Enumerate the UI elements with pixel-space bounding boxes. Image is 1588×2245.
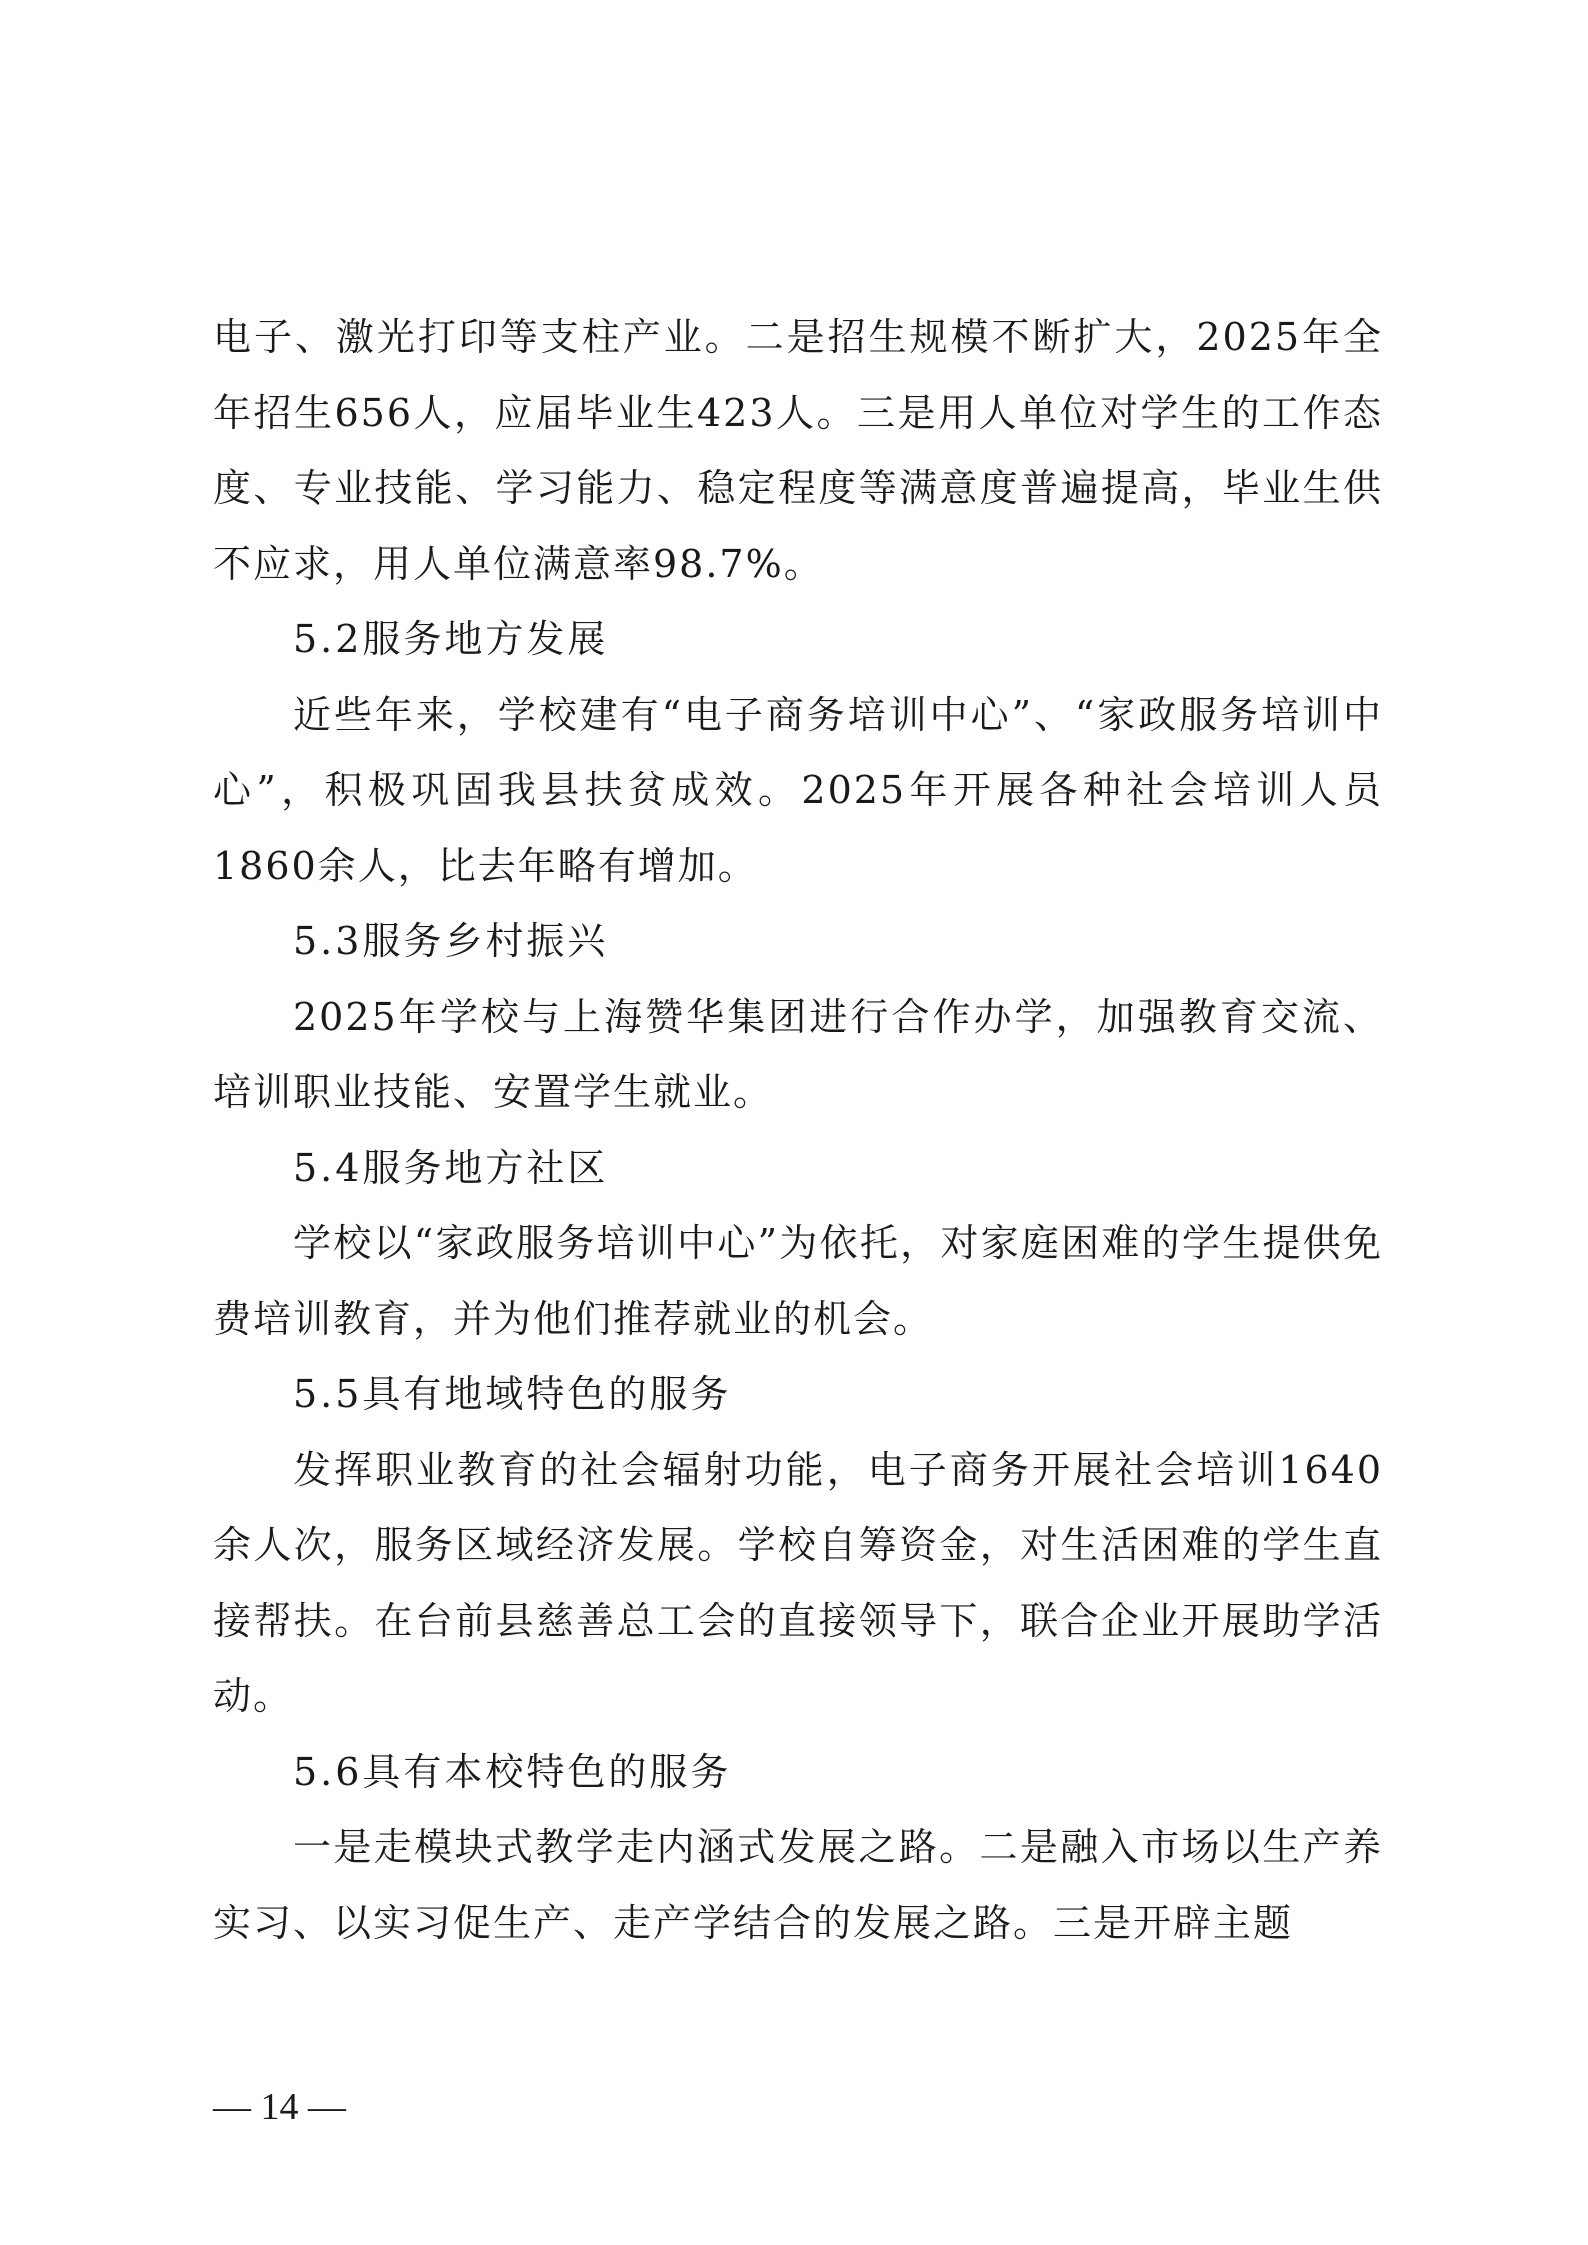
paragraph-continuation: 电子、激光打印等支柱产业。二是招生规模不断扩大，2025年全年招生656人，应届毕业生423人。三是用人单位对学生的工作态度、专业技能、学习能力、稳定程度等满意度普遍提高，毕业生供不应求，用人单位满意率98.7%。 [213, 315, 1383, 586]
section-heading-5-2: 5.2服务地方发展 [293, 617, 609, 661]
paragraph-5-4: 学校以“家政服务培训中心”为依托，对家庭困难的学生提供免费培训教育，并为他们推荐就业的机会。 [213, 1221, 1383, 1341]
document-body [213, 300, 1383, 1961]
paragraph-5-6: 一是走模块式教学走内涵式发展之路。二是融入市场以生产养实习、以实习促生产、走产学结合的发展之路。三是开辟主题 [213, 1825, 1383, 1945]
paragraph-5-3: 2025年学校与上海赞华集团进行合作办学，加强教育交流、培训职业技能、安置学生就业。 [213, 994, 1383, 1114]
paragraph-5-2: 近些年来，学校建有“电子商务培训中心”、“家政服务培训中心”，积极巩固我县扶贫成效。2025年开展各种社会培训人员1860余人，比去年略有增加。 [213, 692, 1383, 888]
section-heading-5-3: 5.3服务乡村振兴 [293, 919, 609, 963]
page-number: — 14 — [213, 2086, 346, 2128]
section-heading-5-6: 5.6具有本校特色的服务 [293, 1749, 732, 1794]
paragraph-5-5: 发挥职业教育的社会辐射功能，电子商务开展社会培训1640余人次，服务区域经济发展。学校自筹资金，对生活困难的学生直接帮扶。在台前县慈善总工会的直接领导下，联合企业开展助学活动。 [213, 1447, 1383, 1718]
section-heading-5-4: 5.4服务地方社区 [293, 1145, 609, 1190]
section-heading-5-5: 5.5具有地域特色的服务 [293, 1372, 732, 1416]
